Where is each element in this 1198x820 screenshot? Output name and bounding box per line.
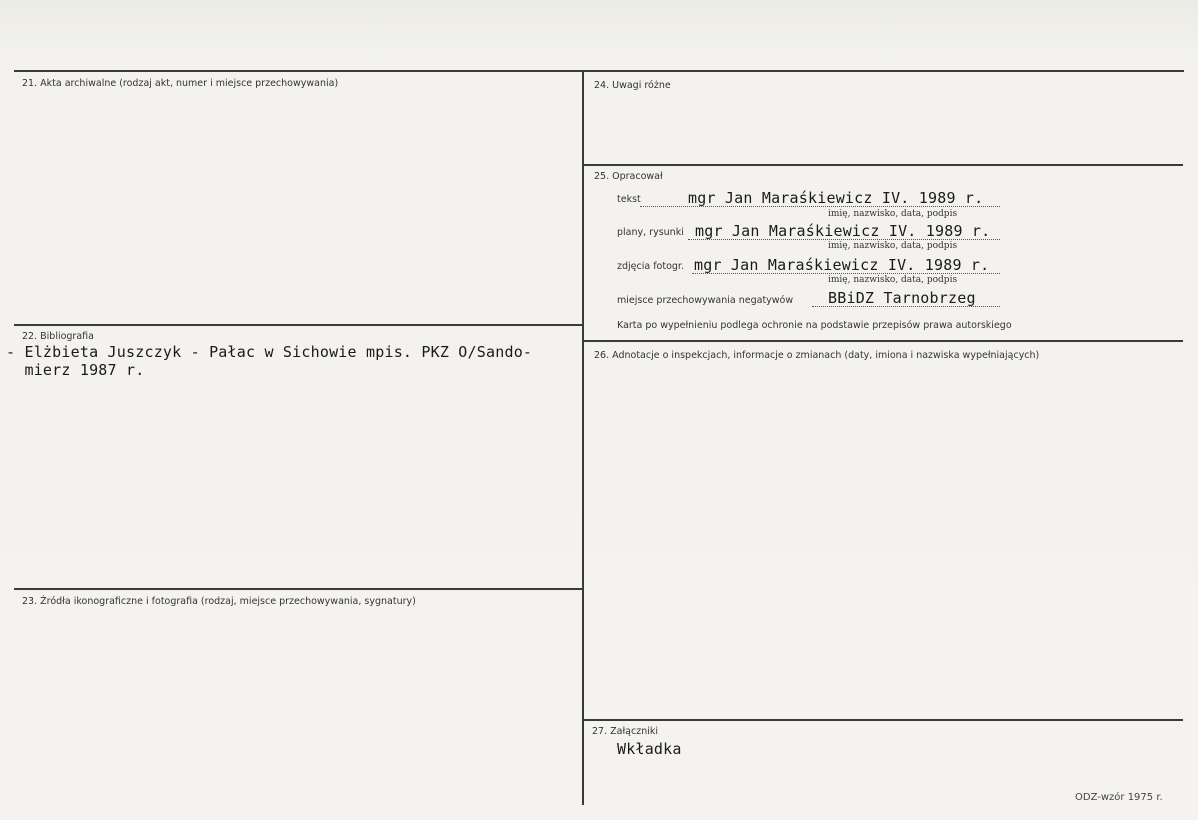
attachments-value: Wkładka: [617, 740, 682, 758]
top-rule: [14, 70, 1184, 72]
copyright-notice: Karta po wypełnieniu podlega ochronie na podstawie przepisów prawa autorskiego: [617, 320, 1012, 331]
negatywy-label: miejsce przechowywania negatywów: [617, 295, 794, 306]
section-22-label: 22. Bibliografia: [22, 331, 94, 342]
plany-value: mgr Jan Maraśkiewicz IV. 1989 r.: [695, 222, 991, 240]
zdjecia-caption: imię, nazwisko, data, podpis: [828, 275, 958, 285]
plany-label: plany, rysunki: [617, 227, 684, 238]
tekst-caption: imię, nazwisko, data, podpis: [828, 209, 958, 219]
plany-caption: imię, nazwisko, data, podpis: [828, 241, 958, 251]
tekst-label: tekst: [617, 194, 641, 205]
section-24-label: 24. Uwagi różne: [594, 80, 671, 91]
section-27-label: 27. Załączniki: [592, 726, 658, 737]
section-23-label: 23. Źródła ikonograficzne i fotografia (rodzaj, miejsce przechowywania, sygnatury): [22, 596, 416, 607]
right-rule-26: [583, 340, 1183, 342]
section-26-label: 26. Adnotacje o inspekcjach, informacje o zmianach (daty, imiona i nazwiska wypełniających): [594, 350, 1040, 361]
center-divider: [582, 71, 584, 805]
bibliography-line-1: - Elżbieta Juszczyk - Pałac w Sichowie mpis. PKZ O/Sando-: [6, 343, 533, 361]
zdjecia-label: zdjęcia fotogr.: [617, 261, 684, 272]
zdjecia-value: mgr Jan Maraśkiewicz IV. 1989 r.: [694, 256, 990, 274]
right-rule-27: [583, 719, 1183, 721]
left-rule-23: [14, 588, 583, 590]
negatywy-value: BBiDZ Tarnobrzeg: [828, 289, 976, 307]
right-rule-25: [583, 164, 1183, 166]
form-template-id: ODZ-wzór 1975 r.: [1075, 792, 1163, 803]
section-25-label: 25. Opracował: [594, 171, 663, 182]
section-21-label: 21. Akta archiwalne (rodzaj akt, numer i miejsce przechowywania): [22, 78, 339, 89]
bibliography-line-2: mierz 1987 r.: [6, 361, 145, 379]
left-rule-22: [14, 324, 583, 326]
tekst-value: mgr Jan Maraśkiewicz IV. 1989 r.: [688, 189, 984, 207]
